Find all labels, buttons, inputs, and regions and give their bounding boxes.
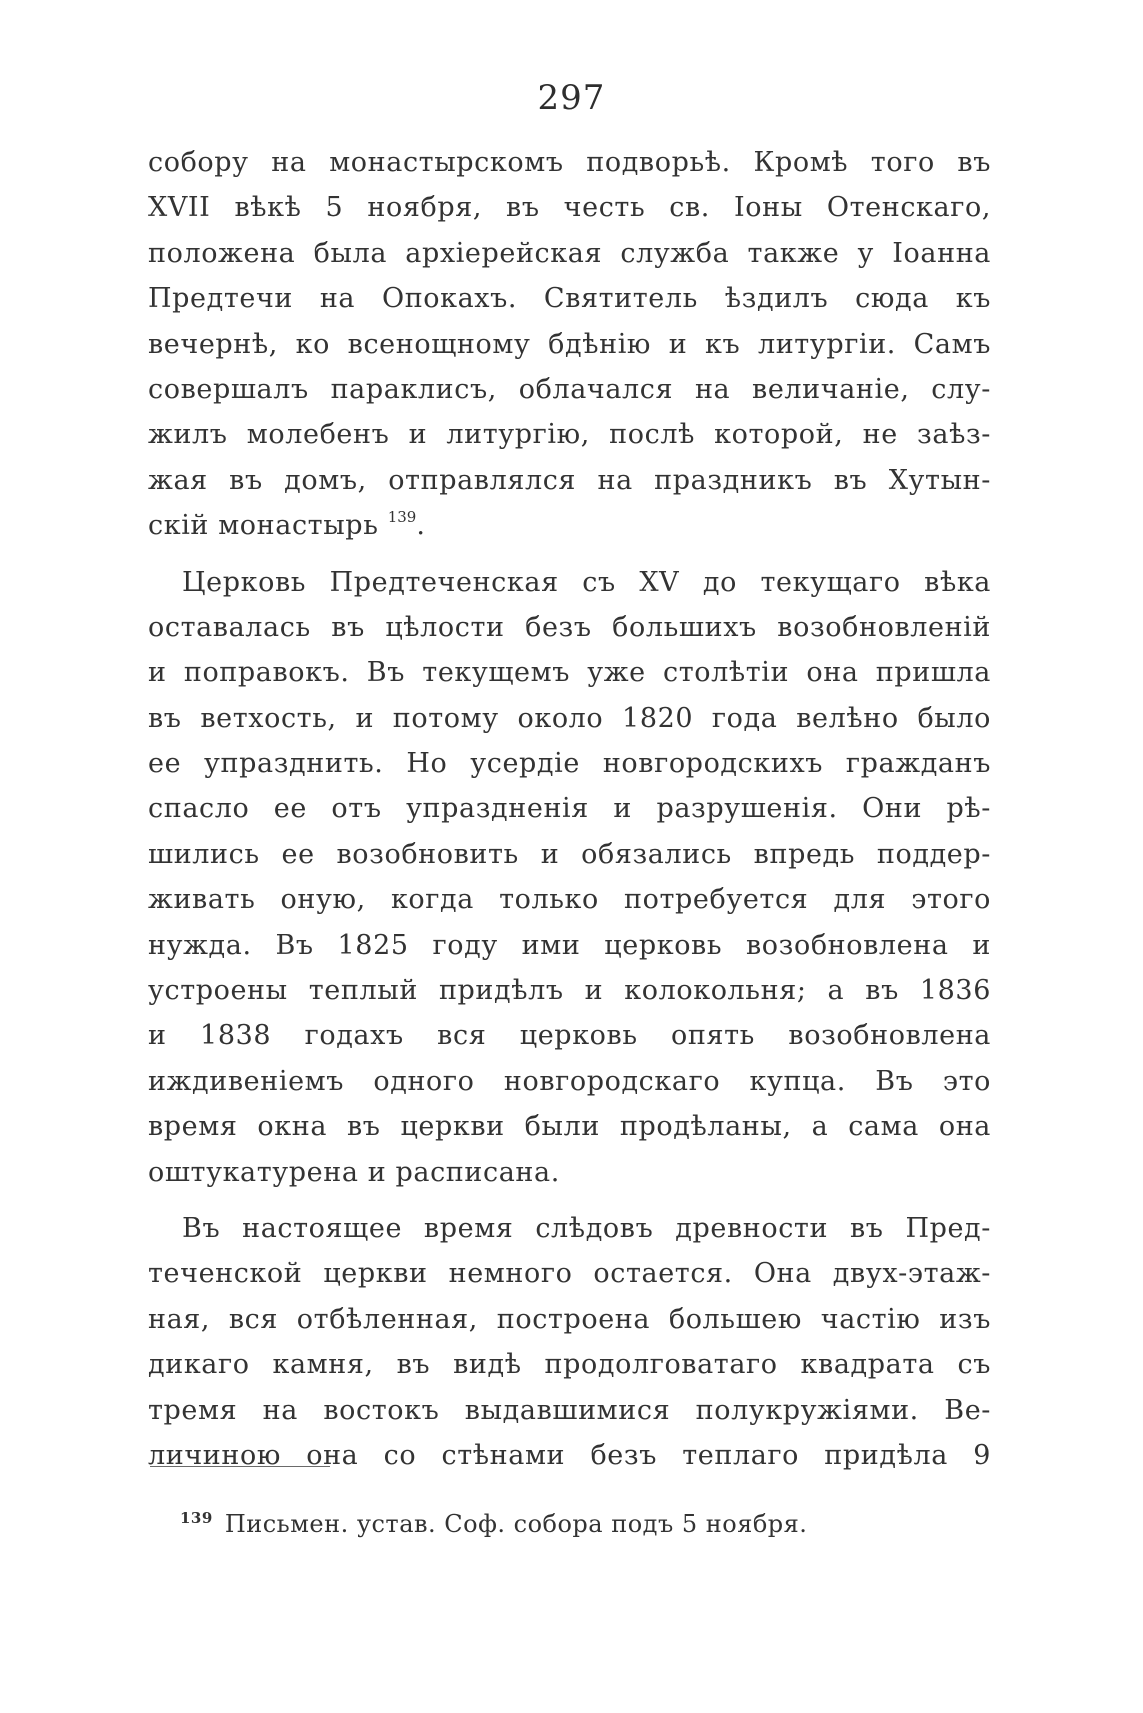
text-line: оставалась въ цѣлости безъ большихъ возобновленій [148, 611, 991, 643]
text-line: Въ настоящее время слѣдовъ древности въ Пред- [182, 1212, 991, 1244]
text-line: жилъ молебенъ и литургію, послѣ которой, не заѣз- [148, 419, 991, 451]
text-line: тремя на востокъ выдавшимися полукружіями. Ве- [148, 1394, 991, 1426]
footnote [180, 1506, 807, 1542]
footnote-divider [150, 1466, 330, 1467]
text-line: иждивеніемъ одного новгородскаго купца. Въ это [148, 1065, 991, 1097]
text-line: вечернѣ, ко всенощному бдѣнію и къ литургіи. Самъ [148, 328, 991, 360]
text-line: оштукатурена и расписана. [148, 1156, 560, 1188]
paragraph-2 [148, 560, 991, 1195]
footnote-reference: 139 [387, 508, 417, 527]
text-line: теченской церкви немного остается. Она двух-этаж- [148, 1258, 991, 1290]
text-line: нужда. Въ 1825 году ими церковь возобновлена и [148, 929, 991, 961]
text-line: личиною она со стѣнами безъ теплаго придѣла 9 [148, 1439, 991, 1471]
text-line: XVII вѣкѣ 5 ноября, въ честь св. Іоны Отенскаго, [148, 192, 991, 224]
text-line: и поправокъ. Въ текущемъ уже столѣтіи она пришла [148, 657, 991, 689]
footnote-text: Письмен. устав. Соф. собора подъ 5 ноября. [224, 1510, 808, 1538]
footnote-marker: 139 [180, 1509, 213, 1527]
body-text [148, 140, 991, 1478]
page-number: 297 [537, 78, 606, 118]
text-line: время окна въ церкви были продѣланы, а сама она [148, 1111, 991, 1143]
text-line: Предтечи на Опокахъ. Святитель ѣздилъ сюда къ [148, 283, 991, 315]
text-line: совершалъ параклисъ, облачался на величаніе, слу- [148, 373, 991, 405]
text-line: въ ветхость, и потому около 1820 года велѣно было [148, 702, 991, 734]
text-line: ная, вся отбѣленная, построена большею частію изъ [148, 1303, 991, 1335]
text-line: живать оную, когда только потребуется для этого [148, 884, 991, 916]
text-line-content: скій монастырь [148, 510, 379, 542]
text-line: устроены теплый придѣлъ и колокольня; а въ 1836 [148, 975, 991, 1007]
paragraph-3 [148, 1206, 991, 1478]
text-line: ее упразднить. Но усердіе новгородскихъ гражданъ [148, 748, 991, 780]
text-line: собору на монастырскомъ подворьѣ. Кромѣ того въ [148, 147, 991, 178]
text-line: спасло ее отъ упраздненія и разрушенія. Они рѣ- [148, 793, 991, 825]
text-line: Церковь Предтеченская съ XV до текущаго вѣка [182, 566, 991, 598]
text-line [148, 503, 991, 548]
text-line: шились ее возобновить и обязались впредь поддер- [148, 838, 991, 870]
text-line: жая въ домъ, отправлялся на праздникъ въ Хутын- [148, 464, 991, 496]
text-line: и 1838 годахъ вся церковь опять возобновлена [148, 1020, 991, 1052]
text-line: дикаго камня, въ видѣ продолговатаго квадрата съ [148, 1349, 991, 1381]
text-line-end: . [416, 510, 426, 542]
paragraph-1 [148, 140, 991, 549]
text-line: положена была архіерейская служба также у Іоанна [148, 237, 991, 269]
